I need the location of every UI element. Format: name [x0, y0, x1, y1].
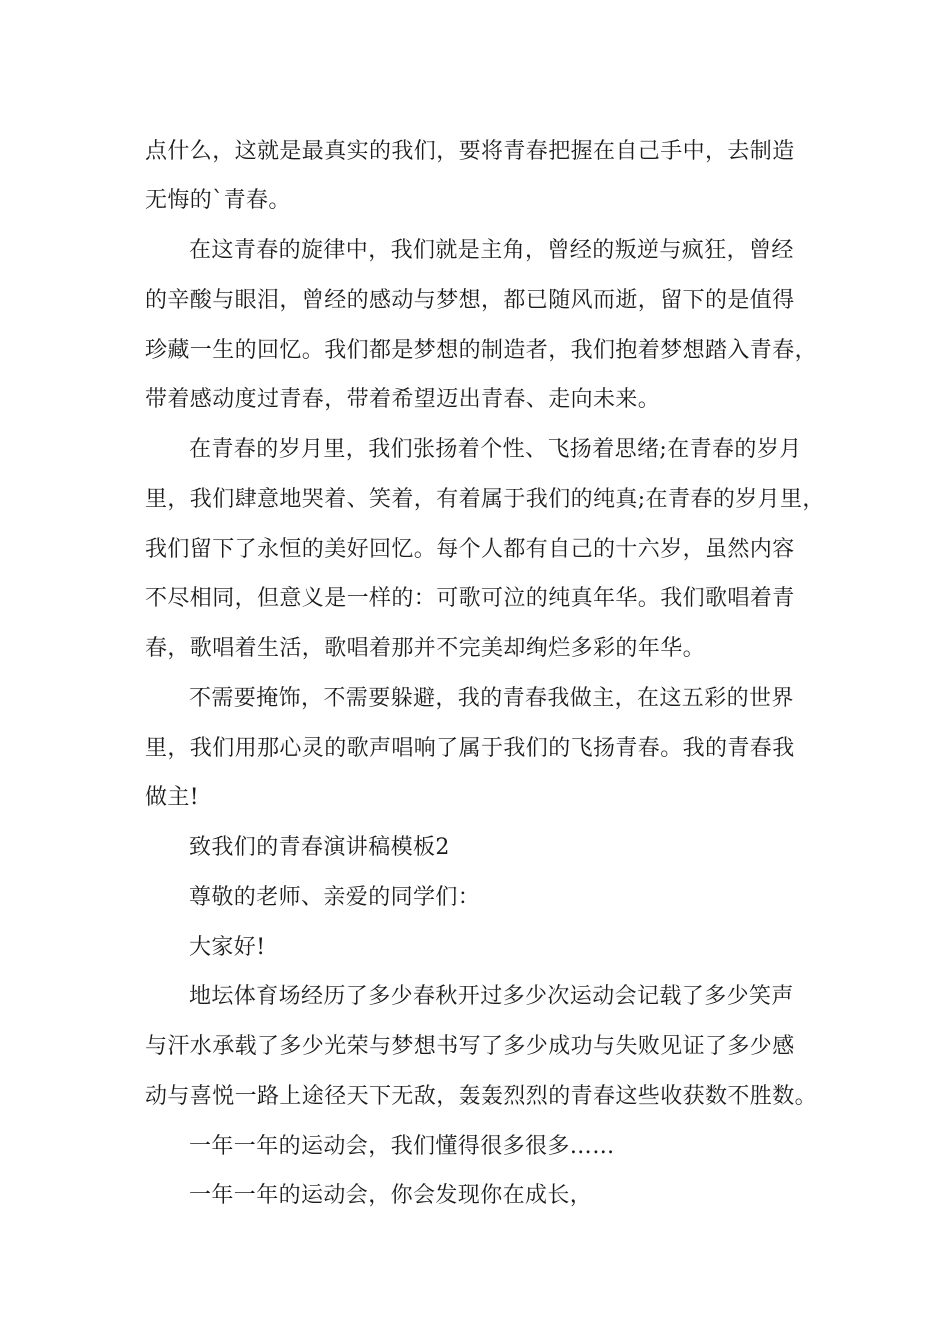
text-line: 的辛酸与眼泪，曾经的感动与梦想，都已随风而逝，留下的是值得 [145, 288, 795, 313]
text-line: 里，我们用那心灵的歌声唱响了属于我们的飞扬青春。我的青春我 [145, 736, 795, 761]
paragraph-first-line: 不需要掩饰，不需要躲避，我的青春我做主，在这五彩的世界 [189, 686, 794, 711]
text-line: 里，我们肆意地哭着、笑着，有着属于我们的纯真;在青春的岁月里， [145, 487, 825, 512]
text-line: 春，歌唱着生活，歌唱着那并不完美却绚烂多彩的年华。 [145, 636, 706, 661]
text-line: 点什么，这就是最真实的我们，要将青春把握在自己手中，去制造 [145, 139, 795, 164]
salutation: 尊敬的老师、亲爱的同学们： [189, 885, 481, 910]
text-line: 带着感动度过青春，带着希望迈出青春、走向未来。 [145, 387, 661, 412]
text-line: 我们留下了永恒的美好回忆。每个人都有自己的十六岁，虽然内容 [145, 537, 795, 562]
section-title: 致我们的青春演讲稿模板2 [189, 835, 450, 860]
text-line: 与汗水承载了多少光荣与梦想书写了多少成功与失败见证了多少感 [145, 1034, 795, 1059]
greeting: 大家好! [189, 935, 266, 960]
text-line: 珍藏一生的回忆。我们都是梦想的制造者，我们抱着梦想踏入青春， [145, 338, 818, 363]
paragraph-first-line: 一年一年的运动会，我们懂得很多很多…… [189, 1134, 615, 1159]
paragraph-first-line: 在青春的岁月里，我们张扬着个性、飞扬着思绪;在青春的岁月 [189, 437, 802, 462]
text-line: 不尽相同，但意义是一样的：可歌可泣的纯真年华。我们歌唱着青 [145, 586, 795, 611]
paragraph-first-line: 在这青春的旋律中，我们就是主角，曾经的叛逆与疯狂，曾经 [189, 238, 794, 263]
paragraph-first-line: 一年一年的运动会，你会发现你在成长， [189, 1183, 593, 1208]
paragraph-first-line: 地坛体育场经历了多少春秋开过多少次运动会记载了多少笑声 [189, 984, 794, 1009]
text-line: 做主! [145, 785, 200, 810]
text-line: 无悔的`青春。 [145, 188, 291, 213]
text-line: 动与喜悦一路上途径天下无敌，轰轰烈烈的青春这些收获数不胜数。 [145, 1084, 818, 1109]
